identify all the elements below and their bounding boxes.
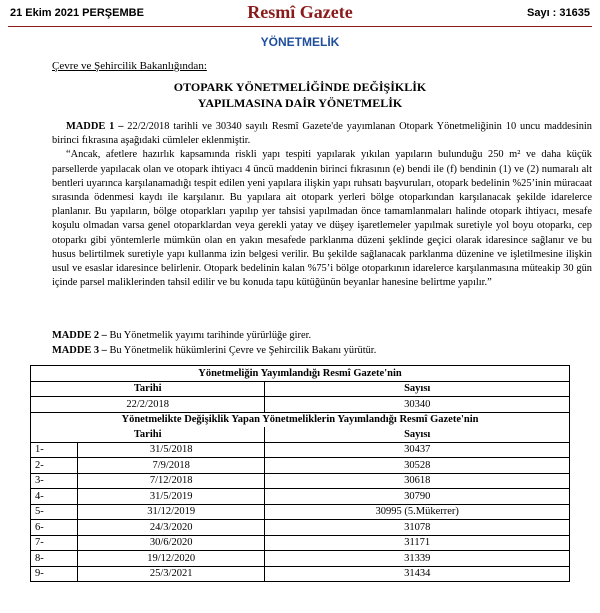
article-3-label: MADDE 3 – [52,345,107,356]
table-row [31,366,570,382]
table-row [31,489,570,505]
amendment-date: 19/12/2020 [78,551,265,567]
amendment-date: 25/3/2021 [78,566,265,582]
article-1-text: 22/2/2018 tarihli ve 30340 sayılı Resmî Gazete'de yayımlanan Otopark Yönetmeliğinin 10 uncu maddesinin birinci fıkrasına aşağıdaki cümleler eklenmiştir. [52,121,592,147]
table-row [31,427,570,442]
table-row [31,458,570,474]
amendment-rows [31,442,570,582]
publication-table [30,365,570,582]
amend-col-number-header: Sayısı [265,427,570,442]
amendment-date: 31/12/2019 [78,504,265,520]
header-divider [8,26,592,27]
article-1 [52,120,592,290]
amendment-date: 7/9/2018 [78,458,265,474]
table-row [31,535,570,551]
amendment-number: 31078 [265,520,570,536]
amendment-no: 7- [31,535,78,551]
article-3-text: Bu Yönetmelik hükümlerini Çevre ve Şehircilik Bakanı yürütür. [109,345,377,356]
document-type: YÖNETMELİK [260,35,340,49]
table-row [31,397,570,413]
regulation-title-line2: YAPILMASINA DAİR YÖNETMELİK [197,96,403,110]
amendment-no: 5- [31,504,78,520]
col-number-header: Sayısı [265,381,570,397]
amendment-no: 1- [31,442,78,458]
amendment-number: 31171 [265,535,570,551]
table-row [31,551,570,567]
table-row [31,381,570,397]
article-3 [52,344,592,358]
article-2-text: Bu Yönetmelik yayımı tarihinde yürürlüğe girer. [109,330,312,341]
gazette-title: Resmî Gazete [247,2,353,22]
amend-heading: Yönetmelikte Değişiklik Yapan Yönetmeliklerin Yayımlandığı Resmî Gazete'nin [31,412,570,427]
main-number: 30340 [265,397,570,413]
amend-col-date-header: Tarihi [31,427,265,442]
issue-number: Sayı : 31635 [527,7,590,19]
amendment-number: 30995 (5.Mükerrer) [265,504,570,520]
amendment-number: 30790 [265,489,570,505]
table-row [31,442,570,458]
amendment-number: 30437 [265,442,570,458]
article-1-label: MADDE 1 – [66,121,124,132]
amendment-date: 7/12/2018 [78,473,265,489]
gazette-header [0,0,600,26]
amendment-no: 3- [31,473,78,489]
main-date: 22/2/2018 [31,397,265,413]
table-row [31,520,570,536]
amendment-date: 24/3/2020 [78,520,265,536]
amendment-no: 9- [31,566,78,582]
amendment-no: 8- [31,551,78,567]
amendment-number: 30618 [265,473,570,489]
regulation-title-line1: OTOPARK YÖNETMELİĞİNDE DEĞİŞİKLİK [173,80,427,94]
table-row [31,412,570,427]
amendment-no: 4- [31,489,78,505]
issue-date: 21 Ekim 2021 PERŞEMBE [10,7,144,19]
table-row [31,473,570,489]
amendment-no: 2- [31,458,78,474]
ministry-name: Çevre ve Şehircilik Bakanlığından: [52,60,207,72]
amendment-date: 30/6/2020 [78,535,265,551]
article-2 [52,329,592,343]
article-1-quote: “Ancak, afetlere hazırlık kapsamında riskli yapı tespiti yapılarak yıkılan yapıların bulunduğu 250 m² ve daha küçük parsellerde yapılacak olan ve otopark ihtiyacı 4 üncü maddenin birinci fıkrasının (e) bendi ile (f) bendinin (1) ve (2) numaralı alt bentleri uyarınca karşılanamadığı tespit edilen yeni yapılara ilişkin yapı ruhsatı başvuruları, otopark bedelinin %25’inin müracaat sırasında ödenmesi kaydı ile karşılanır. Bu yapılara ait otopark yerleri bölge otoparkından karşılanacak şekilde idarelerce planlanır. Bu yapıların, bölge otoparkları yapılıp yer tahsisi yapılmadan önce tamamlanmaları halinde otopark ihtiyacı, mesafe koşulu olmadan varsa genel otoparklardan veya gerekli yatay ve düşey işaretlemeler yapılmak suretiyle yol boyu otoparkı, cep otoparkı gibi yöntemlerle mümkün olan en yakın mesafede parklanma düzeni şeklinde geçici olarak idaresince sağlanır ve bu husus belirtilmek suretiyle yapı kullanma izin belgesi verilir. Bu şekilde sağlanacak parklanma düzenine ve işletilmesine ilişkin usul ve esaslar idaresince belirlenir. Otopark bedelinin kalan %75’i bölge otoparkının idarelerce karşılanmasına müteakip 30 gün içinde parsel maliklerinden tahsil edilir ve bu konuda tapu kütüğünün beyanlar hanesine belirtme yapılır.” [52,149,592,289]
col-date-header: Tarihi [31,381,265,397]
table-row [31,504,570,520]
table-row [31,566,570,582]
amendment-no: 6- [31,520,78,536]
main-heading: Yönetmeliğin Yayımlandığı Resmî Gazete'nin [31,366,570,382]
amendment-number: 31434 [265,566,570,582]
amendment-date: 31/5/2019 [78,489,265,505]
amendment-number: 30528 [265,458,570,474]
article-2-label: MADDE 2 – [52,330,107,341]
amendment-date: 31/5/2018 [78,442,265,458]
amendment-number: 31339 [265,551,570,567]
